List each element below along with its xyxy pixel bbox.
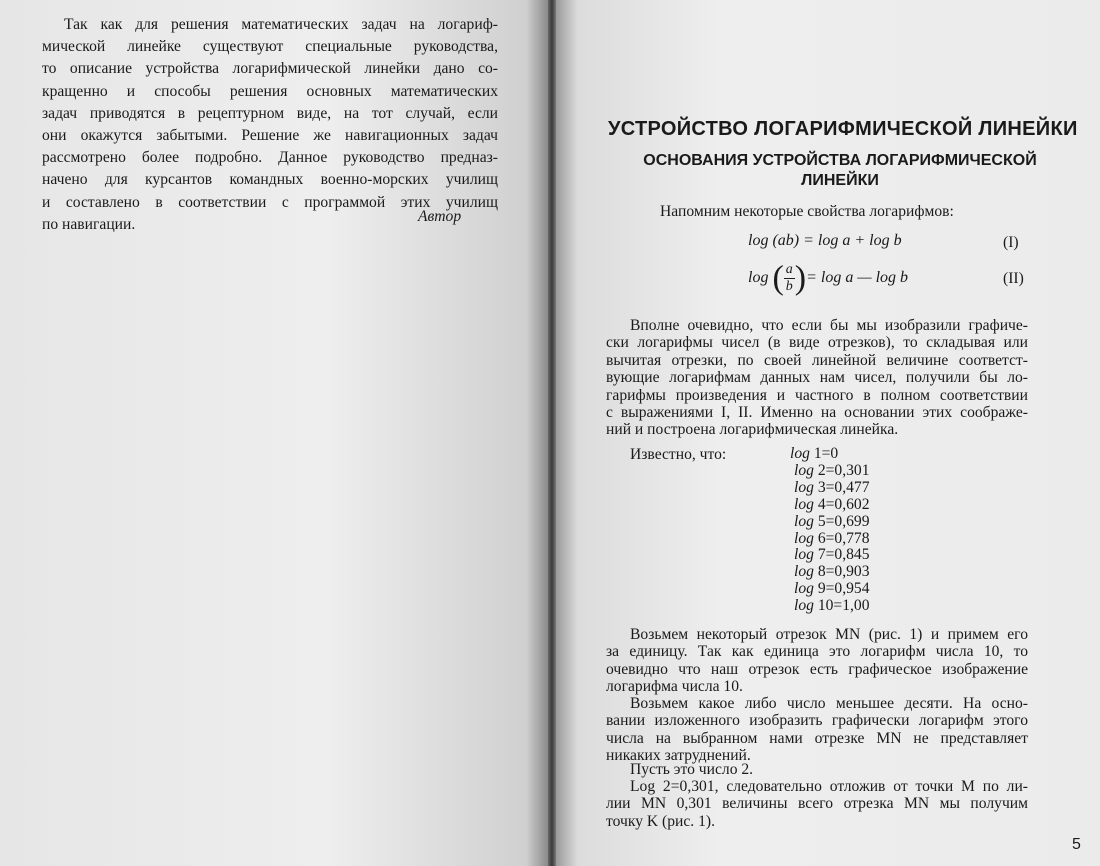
text-line: с выражениями I, II. Именно на основании этих соображе- (606, 404, 1028, 422)
paragraph-1 (606, 317, 1028, 439)
text-line: они окажутся забытыми. Решение же навигационных задач (42, 127, 498, 145)
log-value: 8=0,903 (813, 563, 870, 581)
log-value: 9=0,954 (813, 580, 870, 598)
log-value: 2=0,301 (813, 461, 870, 479)
text-line: логарифма числа 10. (606, 678, 743, 696)
log-row (790, 514, 870, 531)
log-row (790, 598, 870, 615)
text-line: очевидно что наш отрезок есть графическое изображение (606, 660, 1028, 678)
left-page (0, 0, 548, 866)
intro-text: Напомним некоторые свойства логарифмов: (660, 203, 954, 220)
text-line: за единицу. Так как единица это логарифм числа 10, то (606, 643, 1028, 661)
book-spine (548, 0, 556, 866)
fraction-denominator: b (785, 279, 793, 294)
formula-label-1: (I) (1003, 234, 1019, 251)
text-line: по навигации. (42, 215, 136, 233)
log-value: 1=0 (809, 445, 839, 462)
fraction-numerator: a (785, 262, 793, 277)
formula-product: log (ab) = log a + log b (748, 232, 902, 249)
text-line: вующие логарифмам данных нам чисел, получили бы ло- (606, 369, 1028, 387)
log-value: 3=0,477 (813, 478, 870, 496)
text-line: вычитая отрезки, по своей линейной величине соответст- (606, 351, 1028, 369)
log-value: 4=0,602 (813, 495, 870, 513)
log-word: log (794, 597, 814, 615)
paragraph-3 (606, 695, 1028, 765)
log-row (790, 564, 870, 581)
log-value: 5=0,699 (813, 512, 870, 530)
text-line: ний и построена логарифмическая линейка. (606, 421, 899, 439)
text-line: вании изложенного изобразить графически логарифм этого (606, 712, 1028, 730)
text-line: Так как для решения математических задач на логариф- (64, 16, 498, 33)
section-title-line2: ЛИНЕЙКИ (801, 172, 879, 189)
text-line: мической линейке существуют специальные руководства, (42, 38, 498, 56)
formula-log-word: log (748, 269, 769, 287)
text-line: начено для курсантов командных военно-морских училищ (42, 171, 498, 189)
log-table (790, 446, 870, 615)
text-line: Log 2=0,301, следовательно отложив от точки M по ли- (630, 778, 1028, 795)
text-line: точку K (рис. 1). (606, 812, 715, 830)
log-row (790, 581, 870, 598)
log-value: 10=1,00 (813, 597, 870, 615)
preface-text (42, 14, 498, 236)
right-paren: ) (794, 259, 807, 297)
formula-rhs: = log a — log b (806, 269, 909, 287)
left-paren: ( (772, 259, 784, 297)
log-row (790, 497, 870, 514)
text-line: Возьмем какое либо число меньшее десяти. На осно- (630, 695, 1028, 712)
text-line: числа на выбранном нами отрезке MN не представляет (606, 729, 1028, 747)
log-word: log (794, 512, 814, 530)
log-value: 7=0,845 (813, 546, 870, 564)
log-word: log (794, 495, 814, 513)
known-label: Известно, что: (630, 446, 727, 463)
text-line: кращенно и способы решения основных математических (42, 82, 498, 100)
log-word: log (794, 580, 814, 598)
formula-label-2: (II) (1003, 270, 1024, 287)
text-line: и составлено в соответствии с программой этих училищ (42, 193, 498, 211)
text-line: то описание устройства логарифмической линейки дано со- (42, 60, 498, 78)
text-line: рассмотрено более подробно. Данное руководство предназ- (42, 149, 498, 167)
formula-quotient (748, 259, 909, 297)
log-row (790, 480, 870, 497)
log-word: log (790, 445, 810, 462)
log-word: log (794, 563, 814, 581)
author-signature: Автор (418, 208, 462, 225)
text-line: Возьмем некоторый отрезок MN (рис. 1) и примем его (630, 626, 1028, 643)
chapter-title: УСТРОЙСТВО ЛОГАРИФМИЧЕСКОЙ ЛИНЕЙКИ (608, 118, 1078, 140)
log-row (790, 463, 870, 480)
section-title-line1: ОСНОВАНИЯ УСТРОЙСТВА ЛОГАРИФМИЧЕСКОЙ (643, 152, 1037, 169)
text-line: лии MN 0,301 величины всего отрезка MN мы получим (606, 795, 1028, 813)
text-line: Вполне очевидно, что если бы мы изобразили графиче- (630, 317, 1028, 334)
paragraph-5 (606, 778, 1028, 830)
text-line: Пусть это число 2. (630, 761, 754, 778)
fraction (784, 262, 795, 295)
text-line: ски логарифмы чисел (в виде отрезков), то складывая или (606, 334, 1028, 352)
text-line: задач приводятся в рецептурном виде, на тот случай, если (42, 104, 498, 122)
log-word: log (794, 546, 814, 564)
log-word: log (794, 478, 814, 496)
log-row (790, 446, 870, 463)
page-number: 5 (1072, 836, 1081, 853)
log-word: log (794, 529, 814, 547)
log-value: 6=0,778 (813, 529, 870, 547)
text-line: гарифмы произведения и частного в полном соответствии (606, 386, 1028, 404)
paragraph-4 (606, 761, 1028, 778)
log-word: log (794, 461, 814, 479)
log-row (790, 547, 870, 564)
text-line: никаких затруднений. (606, 747, 751, 765)
paragraph-2 (606, 626, 1028, 696)
log-row (790, 531, 870, 548)
section-title (620, 151, 1060, 191)
